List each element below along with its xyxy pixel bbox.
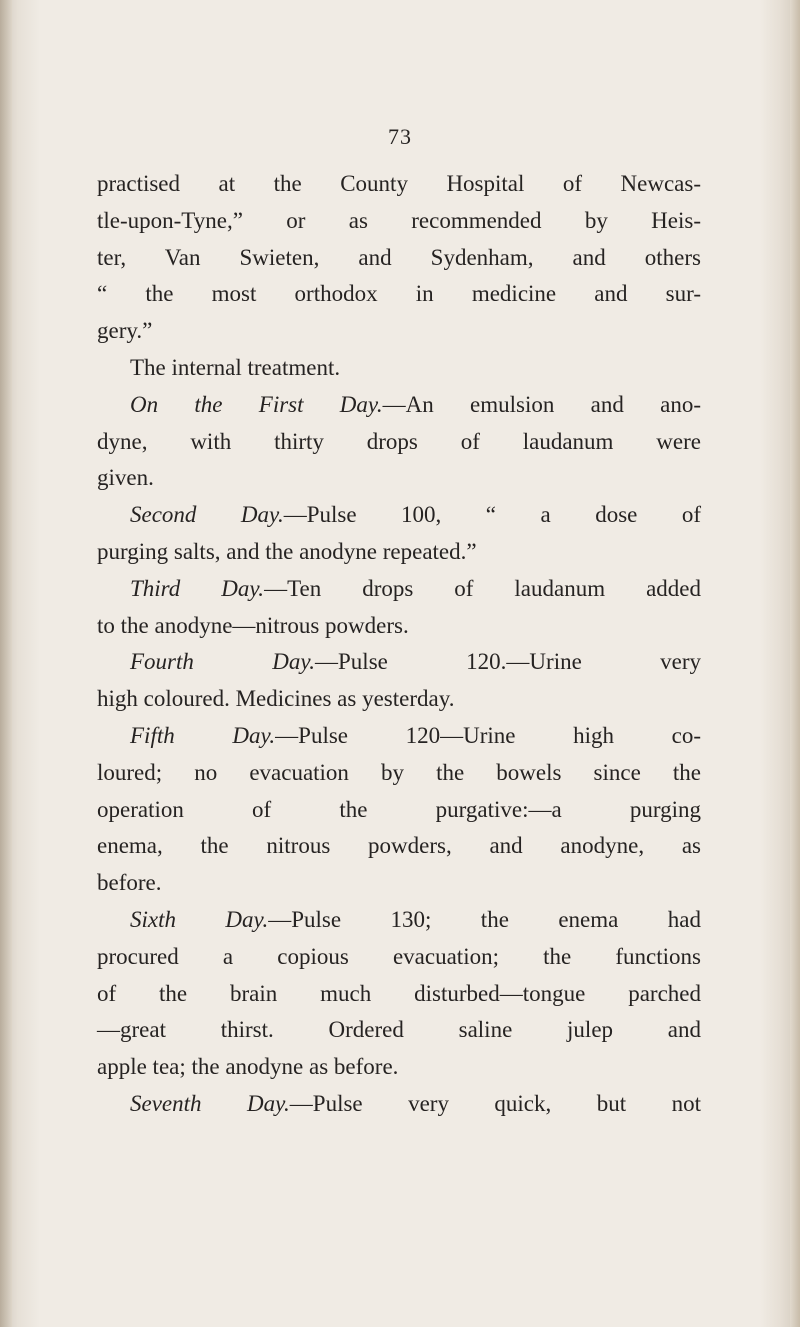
text-line (97, 865, 701, 902)
line-text: ter, Van Swieten, and Sydenham, and others (97, 244, 701, 270)
day-heading: Seventh Day. (130, 1090, 290, 1116)
line-text: —Pulse very quick, but not (289, 1090, 701, 1116)
line-text: tle-upon-Tyne,” or as recommended by Heis- (97, 207, 701, 233)
text-line (97, 387, 701, 424)
text-line (97, 313, 701, 350)
line-text: practised at the County Hospital of Newcas- (97, 171, 701, 196)
line-text: —An emulsion and ano- (382, 391, 701, 417)
line-text: —Pulse 100, “ a dose of (283, 502, 702, 528)
text-line (97, 1086, 701, 1123)
line-text: gery.” (97, 318, 153, 344)
page-number: 73 (388, 124, 412, 149)
day-heading: Sixth Day. (130, 906, 269, 932)
line-text: to the anodyne—nitrous powders. (97, 612, 409, 638)
line-text: high coloured. Medicines as yesterday. (97, 686, 455, 712)
text-line (97, 681, 701, 718)
line-text: —Pulse 120.—Urine very (315, 649, 701, 675)
line-text: purging salts, and the anodyne repeated.” (97, 538, 477, 564)
text-line (97, 497, 701, 534)
text-line (97, 460, 701, 497)
line-text: procured a copious evacuation; the functions (97, 943, 701, 969)
text-line (97, 240, 701, 277)
line-text: dyne, with thirty drops of laudanum were (97, 428, 701, 454)
text-line (97, 1049, 701, 1086)
day-heading: Fourth Day. (130, 649, 316, 675)
text-line (97, 755, 701, 792)
line-text: —Pulse 120—Urine high co- (275, 722, 701, 748)
text-line (97, 644, 701, 681)
text-line (97, 276, 701, 313)
page-right-edge (790, 0, 800, 1327)
line-text: —Pulse 130; the enema had (268, 906, 701, 932)
text-line (97, 902, 701, 939)
text-line (97, 424, 701, 461)
text-line (97, 1012, 701, 1049)
line-text: “ the most orthodox in medicine and sur- (97, 281, 701, 307)
line-text: —Ten drops of laudanum added (264, 575, 701, 601)
text-line (97, 608, 701, 645)
text-line (97, 718, 701, 755)
line-text: enema, the nitrous powders, and anodyne, as (97, 833, 701, 859)
text-line (97, 534, 701, 571)
line-text: before. (97, 870, 162, 896)
line-text: loured; no evacuation by the bowels since the (97, 759, 701, 785)
line-text: given. (97, 465, 154, 491)
page-left-edge (0, 0, 12, 1327)
day-heading: Second Day. (130, 502, 284, 528)
text-line (97, 792, 701, 829)
day-heading: On the First Day. (130, 391, 383, 417)
text-line (97, 828, 701, 865)
body-text (97, 166, 701, 1123)
text-line (97, 571, 701, 608)
text-line (97, 976, 701, 1013)
line-text: The internal treatment. (130, 354, 341, 380)
line-text: —great thirst. Ordered saline julep and (97, 1017, 701, 1043)
line-text: of the brain much disturbed—tongue parched (97, 980, 701, 1006)
line-text: apple tea; the anodyne as before. (97, 1054, 399, 1080)
day-heading: Third Day. (130, 575, 265, 601)
day-heading: Fifth Day. (130, 722, 276, 748)
line-text: operation of the purgative:—a purging (97, 796, 701, 822)
text-line (97, 166, 701, 203)
text-line (97, 203, 701, 240)
text-line (97, 350, 701, 387)
text-line (97, 939, 701, 976)
